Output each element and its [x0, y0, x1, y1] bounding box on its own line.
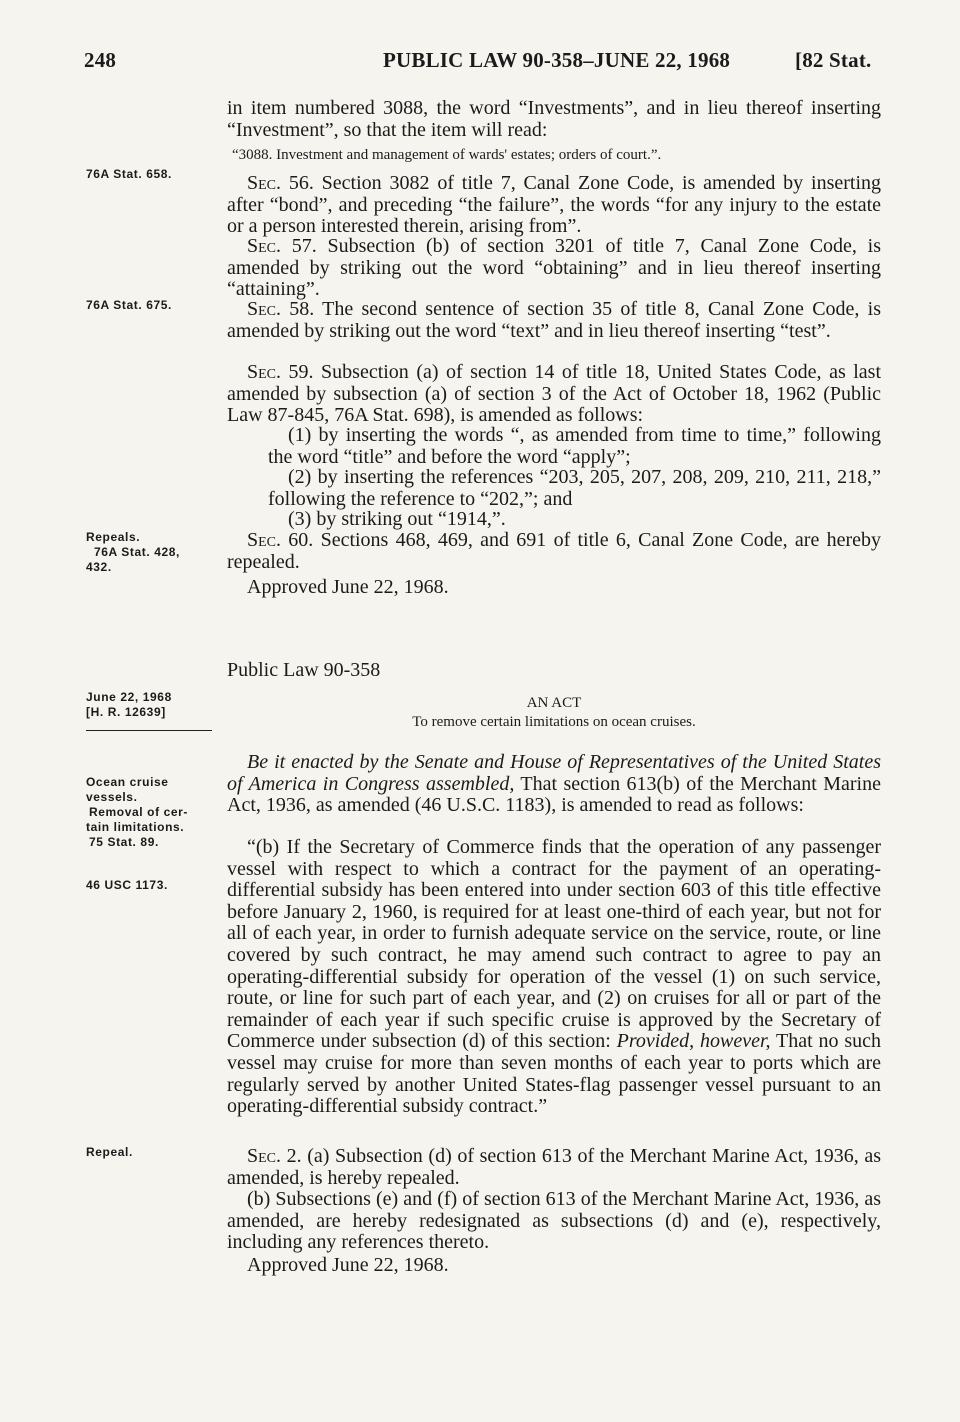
- section-59: [227, 362, 881, 427]
- section-label: Sec. 59.: [247, 361, 314, 383]
- margin-note-ocean-cruise: [86, 775, 206, 850]
- approved-line-2: Approved June 22, 1968.: [247, 1254, 449, 1276]
- act-purpose: To remove certain limitations on ocean cruises.: [412, 714, 696, 730]
- section-label: Sec. 58.: [247, 298, 315, 320]
- section-57: [227, 236, 881, 301]
- margin-note-46-usc: 46 USC 1173.: [86, 878, 168, 892]
- section-label: Sec. 2.: [247, 1145, 302, 1167]
- section-60: [227, 530, 881, 573]
- margin-note-76a-675: 76A Stat. 675.: [86, 298, 172, 312]
- margin-note-line: Repeals.: [86, 530, 141, 544]
- margin-note-line: Ocean cruise: [86, 775, 169, 789]
- an-act-heading: AN ACT: [526, 695, 582, 711]
- section-59-item-2: (2) by inserting the references “203, 205, 207, 208, 209, 210, 211, 218,” following the reference to “202,”; and: [268, 466, 881, 510]
- margin-note-line: 76A Stat. 428,: [94, 545, 180, 559]
- section-56: [227, 173, 881, 238]
- quoted-subsection-b: [227, 837, 881, 1118]
- quote-text: “(b) If the Secretary of Commerce finds that the operation of any passenger vessel with respect to which a contract for the payment of an operating-differential subsidy has been entered into under section 603 of this title effective before January 2, 1960, is required for at least one-third of each year, but not for all of each year, in order to furnish adequate service on the service, route, or line covered by such contract, he may amend such contract to agree to pay an operating-differential subsidy for operation of the vessel (1) on such service, route, or line for such part of each year, and (2) on cruises for all or part of the remainder of each year if such specific cruise is approved by the Secretary of Commerce under subsection (d) of this section:: [227, 836, 881, 1053]
- section-2a: [227, 1146, 881, 1189]
- stat-ref-text: [82 Stat.: [795, 48, 872, 72]
- section-text: (a) Subsection (d) of section 613 of the Merchant Marine Act, 1936, as amended, is hereby repealed.: [227, 1145, 882, 1189]
- section-label: Sec. 56.: [247, 172, 314, 194]
- margin-note-line: [H. R. 12639]: [86, 705, 166, 719]
- quote-text: That no such vessel may cruise for more than seven months of each year to ports which are regularly served by another United States-flag passenger vessel pursuant to an operating-differential subsidy contract.”: [227, 1030, 881, 1118]
- margin-note-line: 432.: [86, 560, 112, 574]
- margin-note-line: June 22, 1968: [86, 690, 172, 704]
- margin-note-line: Removal of cer-: [89, 805, 189, 819]
- margin-note-line: vessels.: [86, 790, 138, 804]
- page-header-title: PUBLIC LAW 90-358–JUNE 22, 1968: [383, 48, 731, 72]
- section-text: Subsection (b) of section 3201 of title 7, Canal Zone Code, is amended by striking out the word “obtaining” and in lieu thereof inserting “attaining”.: [227, 235, 882, 301]
- margin-note-repeal: Repeal.: [86, 1145, 133, 1159]
- enacting-clause: [227, 752, 881, 817]
- margin-note-line: tain limitations.: [86, 820, 185, 834]
- margin-note-line: 75 Stat. 89.: [89, 835, 159, 849]
- margin-note-repeals: [86, 530, 206, 575]
- margin-divider: [86, 730, 212, 731]
- page-number: 248: [84, 48, 117, 72]
- section-59-item-3: (3) by striking out “1914,”.: [288, 508, 506, 530]
- section-59-item-1: (1) by inserting the words “, as amended from time to time,” following the word “title” and before the word “apply”;: [268, 424, 881, 468]
- paragraph-continuation: in item numbered 3088, the word “Investments”, and in lieu thereof inserting “Investment”, so that the item will read:: [227, 97, 881, 141]
- margin-note-date-hr: [86, 690, 206, 720]
- section-label: Sec. 57.: [247, 235, 317, 257]
- section-label: Sec. 60.: [247, 529, 314, 551]
- page-header-stat-ref: [795, 48, 871, 73]
- public-law-title: Public Law 90-358: [227, 659, 381, 681]
- section-58: [227, 299, 881, 342]
- section-2b: (b) Subsections (e) and (f) of section 613 of the Merchant Marine Act, 1936, as amended, are hereby redesignated as subsections (d) and (e), respectively, including any references thereto.: [227, 1188, 881, 1254]
- section-text: The second sentence of section 35 of title 8, Canal Zone Code, is amended by striking out the word “text” and in lieu thereof inserting “test”.: [227, 298, 881, 342]
- enacting-formula: Be it enacted by the Senate and House of Representatives of the United States of America in Congress assembled,: [227, 751, 881, 795]
- proviso: Provided, however,: [616, 1030, 771, 1053]
- section-text: Subsection (a) of section 14 of title 18, United States Code, as last amended by subsection (a) of section 3 of the Act of October 18, 1962 (Public Law 87-845, 76A Stat. 698), is amended as follows:: [227, 361, 882, 427]
- enacting-text: That section 613(b) of the Merchant Marine Act, 1936, as amended (46 U.S.C. 1183), is amended to read as follows:: [227, 772, 881, 817]
- margin-note-76a-658: 76A Stat. 658.: [86, 167, 172, 181]
- section-text: Sections 468, 469, and 691 of title 6, Canal Zone Code, are hereby repealed.: [227, 529, 882, 573]
- quoted-item-3088: “3088. Investment and management of wards' estates; orders of court.”.: [232, 147, 662, 163]
- approved-line-1: Approved June 22, 1968.: [247, 576, 449, 598]
- section-text: Section 3082 of title 7, Canal Zone Code, is amended by inserting after “bond”, and preceding “the failure”, the words “for any injury to the estate or a person interested therein, arising from”.: [227, 172, 881, 238]
